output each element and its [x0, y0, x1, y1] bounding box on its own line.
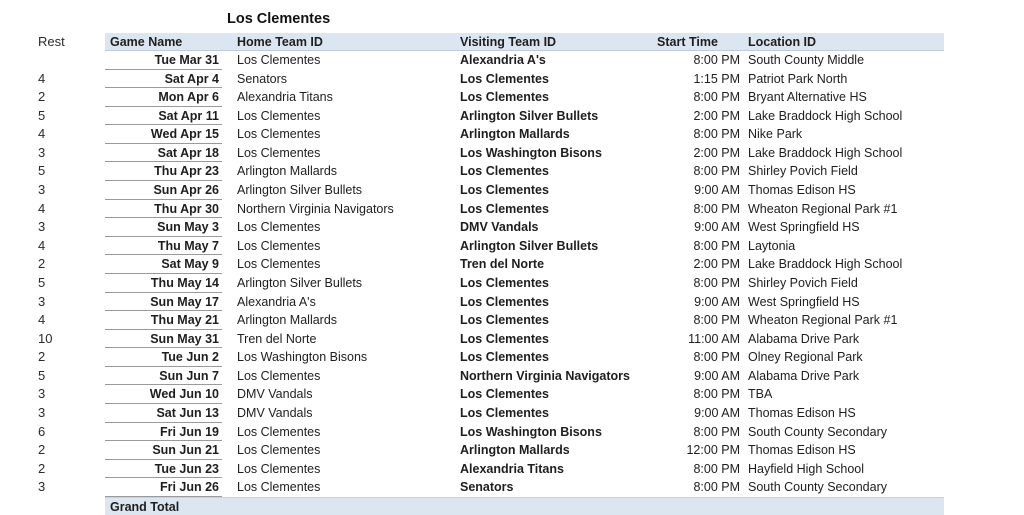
location-cell: Lake Braddock High School [748, 145, 903, 160]
visiting-team-cell: Alexandria A's [460, 53, 546, 67]
start-time-cell: 8:00 PM [693, 53, 740, 67]
location-cell: Patriot Park North [748, 71, 848, 86]
start-time-cell: 9:00 AM [694, 368, 740, 383]
start-time-cell: 2:00 PM [693, 108, 740, 123]
visiting-team-cell: Los Clementes [460, 313, 549, 328]
location-cell: Shirley Povich Field [748, 275, 858, 290]
home-team-cell: Northern Virginia Navigators [237, 201, 394, 216]
location-cell: Lake Braddock High School [748, 257, 903, 272]
home-team-cell: DMV Vandals [237, 405, 313, 420]
table-row [38, 218, 944, 237]
table-row [38, 255, 944, 274]
home-team-cell: Los Clementes [237, 220, 321, 235]
rest-cell: 5 [38, 274, 46, 290]
table-row [38, 311, 944, 330]
rest-cell: 2 [38, 256, 46, 272]
start-time-cell: 8:00 PM [693, 127, 740, 142]
table-row [38, 385, 944, 404]
start-time-cell: 11:00 AM [688, 331, 740, 346]
table-row [38, 200, 944, 219]
table-row [38, 293, 944, 312]
home-team-cell: Los Clementes [237, 368, 321, 383]
start-time-cell: 8:00 PM [693, 238, 740, 253]
game-name-cell: Fri Jun 19 [105, 423, 222, 442]
table-row [38, 460, 944, 479]
home-team-cell: Arlington Mallards [237, 164, 338, 179]
visiting-team-cell: Arlington Mallards [460, 127, 570, 142]
table-row [38, 88, 944, 107]
game-name-cell: Sat Apr 11 [105, 107, 222, 126]
game-name-cell: Thu May 21 [105, 311, 222, 330]
visiting-team-cell: Los Clementes [460, 275, 549, 290]
location-cell: South County Secondary [748, 424, 887, 439]
game-name-cell: Sat Apr 4 [105, 70, 222, 89]
rest-cell: 4 [38, 237, 46, 253]
start-time-cell: 8:00 PM [693, 350, 740, 365]
table-body [38, 51, 944, 497]
location-cell: Bryant Alternative HS [748, 90, 867, 105]
start-time-cell: 9:00 AM [694, 183, 740, 198]
game-name-cell: Sun Jun 21 [105, 441, 222, 460]
rest-cell: 3 [38, 479, 46, 495]
table-header-row [38, 33, 944, 51]
table-row [38, 478, 944, 497]
table-row [38, 348, 944, 367]
game-name-cell: Sun Jun 7 [105, 367, 222, 386]
game-name-cell: Fri Jun 26 [105, 478, 222, 497]
start-time-cell: 8:00 PM [693, 313, 740, 328]
rest-cell: 2 [38, 89, 46, 105]
game-name-cell: Wed Jun 10 [105, 385, 222, 404]
table-row [38, 181, 944, 200]
visiting-team-cell: Los Clementes [460, 331, 549, 346]
game-name-cell: Sat Jun 13 [105, 404, 222, 423]
visiting-team-cell: Los Clementes [460, 350, 549, 365]
location-cell: TBA [748, 387, 773, 402]
rest-cell: 4 [38, 70, 46, 86]
game-name-cell: Sun May 3 [105, 218, 222, 237]
start-time-cell: 8:00 PM [693, 480, 740, 495]
table-row [38, 144, 944, 163]
start-time-cell: 8:00 PM [693, 461, 740, 476]
home-team-cell: Alexandria A's [237, 294, 316, 309]
game-name-cell: Sat Apr 18 [105, 144, 222, 163]
table-row [38, 51, 944, 70]
home-team-cell: Arlington Mallards [237, 313, 338, 328]
home-team-cell: Los Clementes [237, 53, 321, 67]
table-row [38, 237, 944, 256]
game-name-cell: Tue Jun 23 [105, 460, 222, 479]
rest-cell: 3 [38, 182, 46, 198]
home-team-cell: Los Clementes [237, 443, 321, 458]
game-name-cell: Thu May 14 [105, 274, 222, 293]
table-row [38, 330, 944, 349]
home-team-cell: Los Clementes [237, 238, 321, 253]
rest-cell: 2 [38, 349, 46, 365]
column-header-game-name: Game Name [105, 33, 222, 51]
rest-cell: 4 [38, 312, 46, 328]
start-time-cell: 8:00 PM [693, 90, 740, 105]
game-name-cell: Sun May 31 [105, 330, 222, 349]
home-team-cell: Los Clementes [237, 108, 321, 123]
table-row [38, 107, 944, 126]
page-title: Los Clementes [227, 11, 331, 27]
home-team-cell: DMV Vandals [237, 387, 313, 402]
game-name-cell: Thu Apr 30 [105, 200, 222, 219]
start-time-cell: 8:00 PM [693, 201, 740, 216]
visiting-team-cell: Los Washington Bisons [460, 145, 602, 160]
start-time-cell: 12:00 PM [686, 443, 740, 458]
location-cell: Alabama Drive Park [748, 331, 860, 346]
game-name-cell: Thu May 7 [105, 237, 222, 256]
rest-cell: 2 [38, 442, 46, 458]
visiting-team-cell: DMV Vandals [460, 220, 539, 235]
visiting-team-cell: Senators [460, 480, 514, 495]
location-cell: Hayfield High School [748, 461, 865, 476]
game-name-cell: Tue Jun 2 [105, 348, 222, 367]
game-name-cell: Sun Apr 26 [105, 181, 222, 200]
start-time-cell: 8:00 PM [693, 387, 740, 402]
location-cell: West Springfield HS [748, 220, 860, 235]
home-team-cell: Los Washington Bisons [237, 350, 368, 365]
rest-cell: 5 [38, 367, 46, 383]
grand-total-row [38, 497, 944, 515]
visiting-team-cell: Tren del Norte [460, 257, 545, 272]
visiting-team-cell: Los Clementes [460, 71, 549, 86]
visiting-team-cell: Arlington Silver Bullets [460, 108, 599, 123]
rest-column-header: Rest [38, 34, 65, 49]
game-name-cell: Thu Apr 23 [105, 162, 222, 181]
visiting-team-cell: Northern Virginia Navigators [460, 368, 630, 383]
visiting-team-cell: Los Clementes [460, 90, 549, 105]
visiting-team-cell: Los Clementes [460, 183, 549, 198]
location-cell: Lake Braddock High School [748, 108, 903, 123]
visiting-team-cell: Alexandria Titans [460, 461, 564, 476]
rest-cell: 6 [38, 423, 46, 439]
table-row [38, 162, 944, 181]
table-row [38, 441, 944, 460]
table-row [38, 125, 944, 144]
column-header-home-team: Home Team ID [222, 33, 450, 51]
start-time-cell: 1:15 PM [693, 71, 740, 86]
start-time-cell: 8:00 PM [693, 164, 740, 179]
start-time-cell: 2:00 PM [693, 145, 740, 160]
location-cell: Thomas Edison HS [748, 183, 856, 198]
location-cell: South County Secondary [748, 480, 887, 495]
rest-cell: 3 [38, 293, 46, 309]
visiting-team-cell: Los Clementes [460, 387, 549, 402]
grand-total-spacer [38, 497, 105, 515]
start-time-cell: 9:00 AM [694, 220, 740, 235]
home-team-cell: Los Clementes [237, 257, 321, 272]
table-row [38, 423, 944, 442]
start-time-cell: 8:00 PM [693, 424, 740, 439]
rest-cell [38, 51, 105, 70]
location-cell: Nike Park [748, 127, 803, 142]
home-team-cell: Los Clementes [237, 145, 321, 160]
table-row [38, 70, 944, 89]
rest-cell: 5 [38, 163, 46, 179]
game-name-cell: Tue Mar 31 [105, 51, 222, 70]
location-cell: Olney Regional Park [748, 350, 863, 365]
location-cell: Thomas Edison HS [748, 443, 856, 458]
rest-cell: 10 [38, 330, 53, 346]
home-team-cell: Los Clementes [237, 424, 321, 439]
home-team-cell: Arlington Silver Bullets [237, 275, 363, 290]
rest-cell: 5 [38, 107, 46, 123]
location-cell: Shirley Povich Field [748, 164, 858, 179]
grand-total-label: Grand Total [105, 497, 944, 515]
visiting-team-cell: Arlington Mallards [460, 443, 570, 458]
rest-cell: 3 [38, 144, 46, 160]
visiting-team-cell: Los Clementes [460, 201, 549, 216]
visiting-team-cell: Los Clementes [460, 294, 549, 309]
start-time-cell: 9:00 AM [694, 405, 740, 420]
home-team-cell: Tren del Norte [237, 331, 317, 346]
table-row [38, 404, 944, 423]
game-name-cell: Sat May 9 [105, 255, 222, 274]
visiting-team-cell: Arlington Silver Bullets [460, 238, 599, 253]
schedule-table [38, 33, 944, 515]
game-name-cell: Sun May 17 [105, 293, 222, 312]
column-header-location: Location ID [741, 33, 944, 51]
location-cell: West Springfield HS [748, 294, 860, 309]
visiting-team-cell: Los Clementes [460, 405, 549, 420]
home-team-cell: Arlington Silver Bullets [237, 183, 363, 198]
start-time-cell: 2:00 PM [693, 257, 740, 272]
game-name-cell: Wed Apr 15 [105, 125, 222, 144]
table-row [38, 274, 944, 293]
rest-cell: 3 [38, 386, 46, 402]
rest-cell: 3 [38, 219, 46, 235]
home-team-cell: Los Clementes [237, 480, 321, 495]
visiting-team-cell: Los Clementes [460, 164, 549, 179]
column-header-visiting-team: Visiting Team ID [450, 33, 646, 51]
location-cell: Thomas Edison HS [748, 405, 856, 420]
start-time-cell: 8:00 PM [693, 275, 740, 290]
rest-cell: 4 [38, 126, 46, 142]
rest-cell: 3 [38, 404, 46, 420]
home-team-cell: Los Clementes [237, 461, 321, 476]
location-cell: Wheaton Regional Park #1 [748, 201, 898, 216]
start-time-cell: 9:00 AM [694, 294, 740, 309]
home-team-cell: Los Clementes [237, 127, 321, 142]
location-cell: Alabama Drive Park [748, 368, 860, 383]
visiting-team-cell: Los Washington Bisons [460, 424, 602, 439]
location-cell: South County Middle [748, 53, 865, 67]
location-cell: Laytonia [748, 238, 796, 253]
rest-cell: 2 [38, 460, 46, 476]
rest-cell: 4 [38, 200, 46, 216]
game-name-cell: Mon Apr 6 [105, 88, 222, 107]
table-row [38, 367, 944, 386]
column-header-start-time: Start Time [646, 33, 741, 51]
location-cell: Wheaton Regional Park #1 [748, 313, 898, 328]
home-team-cell: Senators [237, 71, 288, 86]
home-team-cell: Alexandria Titans [237, 90, 333, 105]
